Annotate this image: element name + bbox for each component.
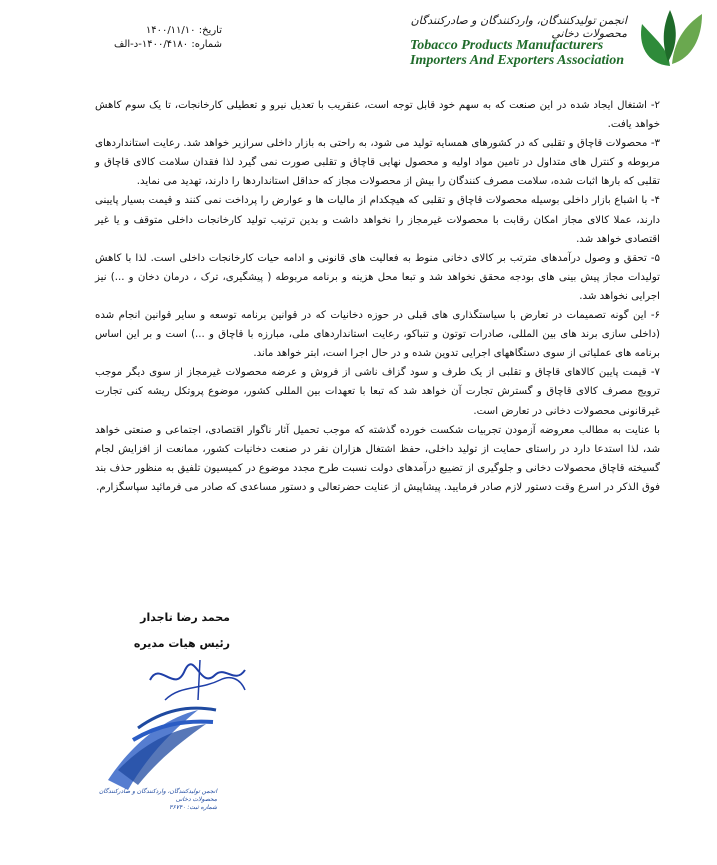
org-name-english-line2: Importers And Exporters Association: [410, 53, 625, 68]
signatory-name: محمد رضا تاجدار: [140, 611, 230, 624]
association-logo-icon: [632, 4, 708, 74]
paragraph-5: ۵- تحقق و وصول درآمدهای مترتب بر کالای دخانی منوط به فعالیت های قانونی و ادامه حیات کارخانجات داخلی است. لذا با کاهش تولیدات مجاز پیش بینی های بودجه محقق نخواهد شد و تبعا محل هزینه و برنامه مربوطه ( پیشگیری، ترک ، درمان دخان و ...) نیز اجرایی نخواهد شد.: [95, 252, 660, 302]
letter-body: [95, 96, 660, 497]
paragraph-2: ۲- اشتغال ایجاد شده در این صنعت که به سهم خود قابل توجه است، عنقریب با تعدیل نیرو و تعطیلی کارخانجات، تا یک سوم کاهش خواهد یافت.: [95, 100, 660, 131]
stamp-org-name: انجمن تولیدکنندگان، واردکنندگان و صادرکنندگان محصولات دخانی: [98, 788, 217, 803]
paragraph-7: ۷- قیمت پایین کالاهای قاچاق و تقلبی از یک طرف و سود گزاف ناشی از فروش و عرضه محصولات غیرمجاز از سوی دیگر موجب ترویج مصرف کالای قاچاق و گسترش تجارت آن خواهد شد که تبعا با تعهدات بین المللی کشور، موضوع پروتکل ریشه کنی تجارت غیرقانونی محصولات دخانی در تعارض است.: [95, 367, 660, 417]
stamp-caption: [92, 788, 217, 812]
org-name-persian: انجمن تولیدکنندگان، واردکنندگان و صادرکنندگان محصولات دخانی: [410, 14, 627, 40]
letter-meta: [82, 24, 222, 52]
org-name-english-line1: Tobacco Products Manufacturers: [410, 38, 604, 53]
signatory-title: رئیس هیات مدیره: [133, 637, 230, 650]
letterhead: [0, 0, 717, 90]
paragraph-4: ۴- با اشباع بازار داخلی بوسیله محصولات قاچاق و تقلبی که هیچکدام از مالیات ها و عوارض را پرداخت نمی کنند و قیمت بسیار پایینی دارند، عملا کالای مجاز امکان رقابت با محصولات غیرمجاز را نخواهد داشت و بدین ترتیب تولید کارخانجات داخلی متوقف و یا غیر اقتصادی خواهد شد.: [95, 195, 660, 245]
handwritten-signature-icon: [140, 640, 250, 720]
letter-date: تاریخ: ۱۴۰۰/۱۱/۱۰: [145, 25, 222, 36]
letter-number: شماره: ۱۴۰۰/۴۱۸۰-د-الف: [113, 39, 222, 50]
closing-paragraph: با عنایت به مطالب معروضه آزمودن تجربیات شکست خورده گذشته که موجب تحمیل آثار ناگوار اقتصادی، اجتماعی و صنعتی خواهد شد، لذا استدعا دارد در راستای حمایت از تولید داخلی، حفظ اشتغال هزاران نفر در صنعت دخانیات کشور، ممانعت از افزایش لجام گسیخته قاچاق محصولات دخانی و جلوگیری از تضییع درآمدهای دولت نسبت طرح مجدد موضوع در کمیسیون تلفیق به منظور حذف بند فوق الذکر در اسرع وقت دستور لازم صادر فرمایید. پیشاپیش از عنایت حضرتعالی و دستور مساعدی که صادر می فرمائید سپاسگزارم.: [95, 424, 660, 493]
paragraph-3: ۳- محصولات قاچاق و تقلبی که در کشورهای همسایه تولید می شود، به راحتی به بازار داخلی سرازیر خواهد شد. رعایت استانداردهای مربوطه و کنترل های متداول در تامین مواد اولیه و محصول نهایی قاچاق و تقلبی صورت نمی گیرد لذا فقدان سلامت کالای قاچاق و تقلبی که بارها اثبات شده، سلامت مصرف کنندگان را بیش از محصولات مجاز که حداقل استانداردها را دارند، تهدید می نماید.: [95, 138, 660, 188]
paragraph-6: ۶- این گونه تصمیمات در تعارض با سیاستگذاری های قبلی در حوزه دخانیات که در قوانین برنامه توسعه و سایر قوانین انجام شده (داخلی سازی برند های بین المللی، صادرات توتون و تنباکو، رعایت استانداردهای ملی، مبارزه با قاچاق و ...) است و بر این اساس برنامه های عملیاتی از سوی دستگاههای اجرایی تدوین شده و در حال اجرا است، ابتر خواهد ماند.: [95, 310, 660, 360]
org-name-english: [410, 38, 632, 68]
stamp-registration: شماره ثبت: ۳۶۷۴۰: [169, 804, 217, 811]
